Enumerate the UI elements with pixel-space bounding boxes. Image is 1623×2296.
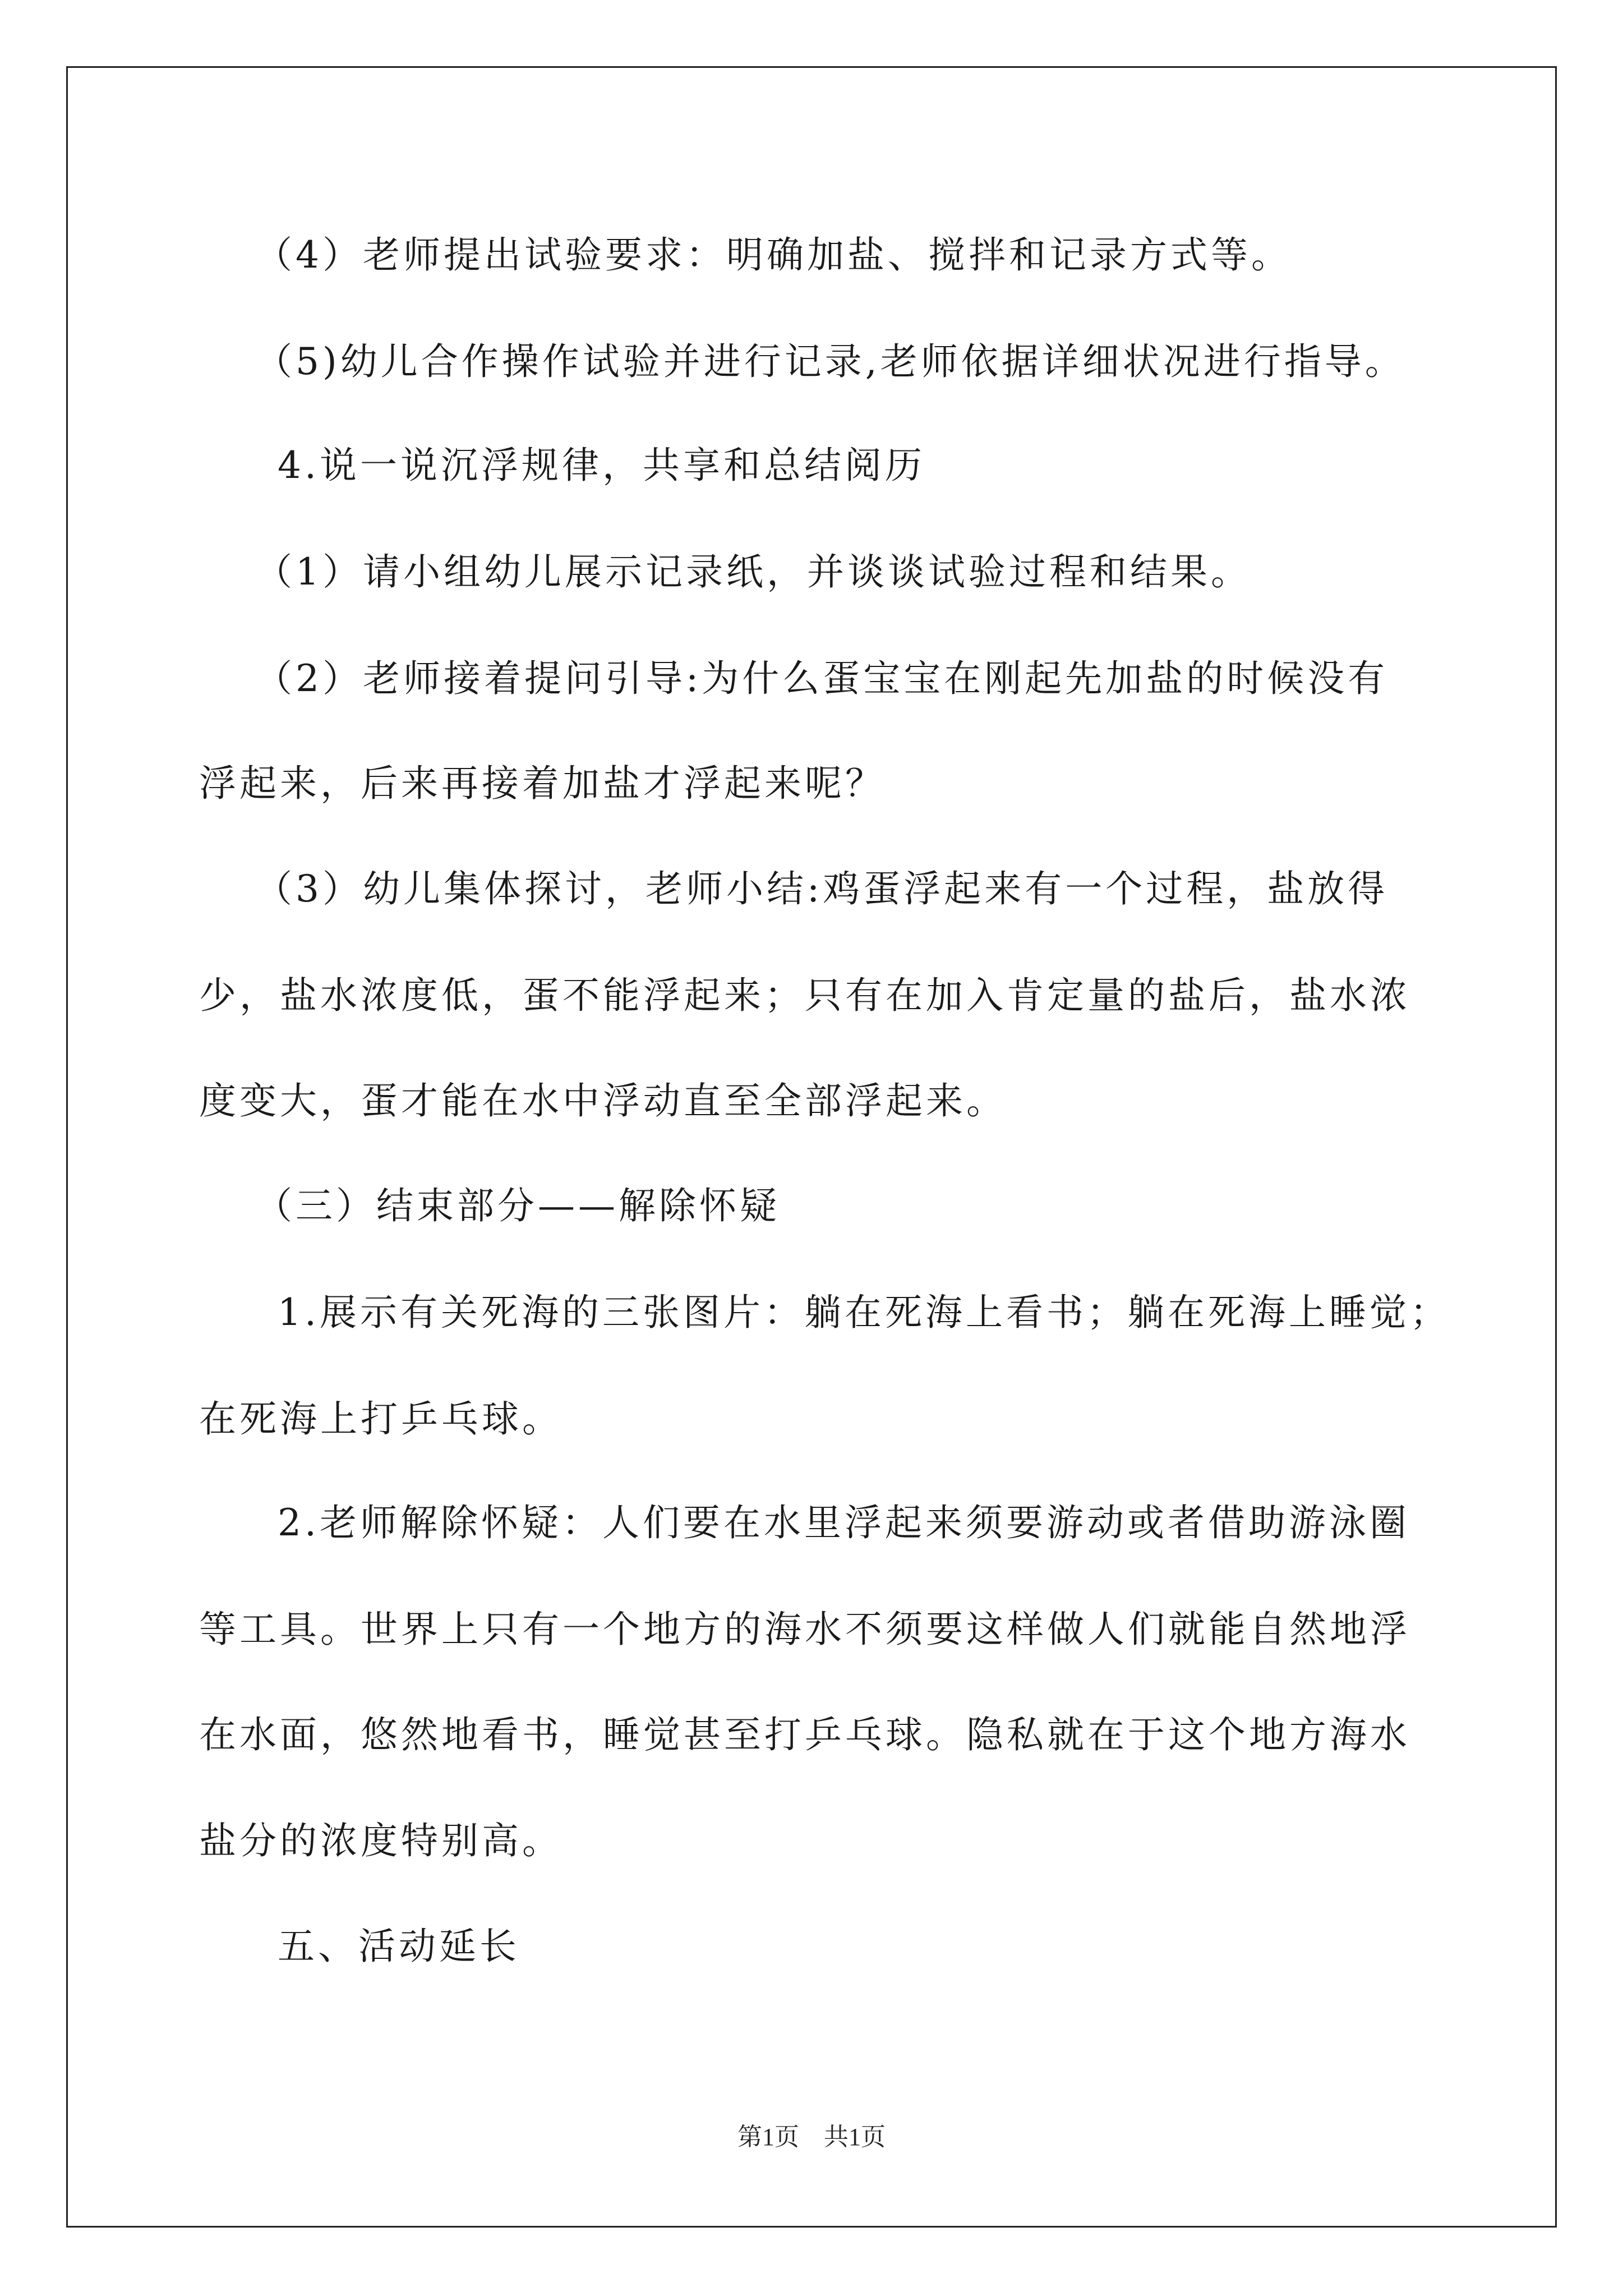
paragraph-line: 4.说一说沉浮规律，共享和总结阅历 (278, 444, 925, 487)
paragraph-line: 在死海上打乒乓球。 (199, 1397, 562, 1441)
paragraph-line: （5)幼儿合作操作试验并进行记录,老师依据详细状况进行指导。 (255, 340, 1405, 383)
paragraph-line: 少，盐水浓度低，蛋不能浮起来；只有在加入肯定量的盐后，盐水浓 (199, 974, 1410, 1017)
paragraph-line: 盐分的浓度特别高。 (199, 1819, 562, 1862)
page-border (66, 66, 1557, 2228)
section-heading: 五、活动延长 (278, 1925, 520, 1968)
paragraph-line: （4）老师提出试验要求：明确加盐、搅拌和记录方式等。 (255, 233, 1292, 277)
paragraph-line: （2）老师接着提问引导:为什么蛋宝宝在刚起先加盐的时候没有 (255, 657, 1389, 700)
section-heading: （三）结束部分——解除怀疑 (255, 1184, 780, 1227)
paragraph-line: （1）请小组幼儿展示记录纸，并谈谈试验过程和结果。 (255, 550, 1251, 593)
paragraph-line: 1.展示有关死海的三张图片：躺在死海上看书；躺在死海上睡觉； (278, 1291, 1450, 1334)
paragraph-line: 浮起来，后来再接着加盐才浮起来呢？ (199, 762, 886, 805)
paragraph-line: 等工具。世界上只有一个地方的海水不须要这样做人们就能自然地浮 (199, 1608, 1410, 1651)
page-footer: 第1页 共1页 (737, 2123, 886, 2151)
paragraph-line: 2.老师解除怀疑：人们要在水里浮起来须要游动或者借助游泳圈 (278, 1501, 1410, 1544)
paragraph-line: 在水面，悠然地看书，睡觉甚至打乒乓球。隐私就在于这个地方海水 (199, 1713, 1410, 1756)
paragraph-line: 度变大，蛋才能在水中浮动直至全部浮起来。 (199, 1079, 1007, 1122)
paragraph-line: （3）幼儿集体探讨，老师小结:鸡蛋浮起来有一个过程，盐放得 (255, 867, 1389, 910)
